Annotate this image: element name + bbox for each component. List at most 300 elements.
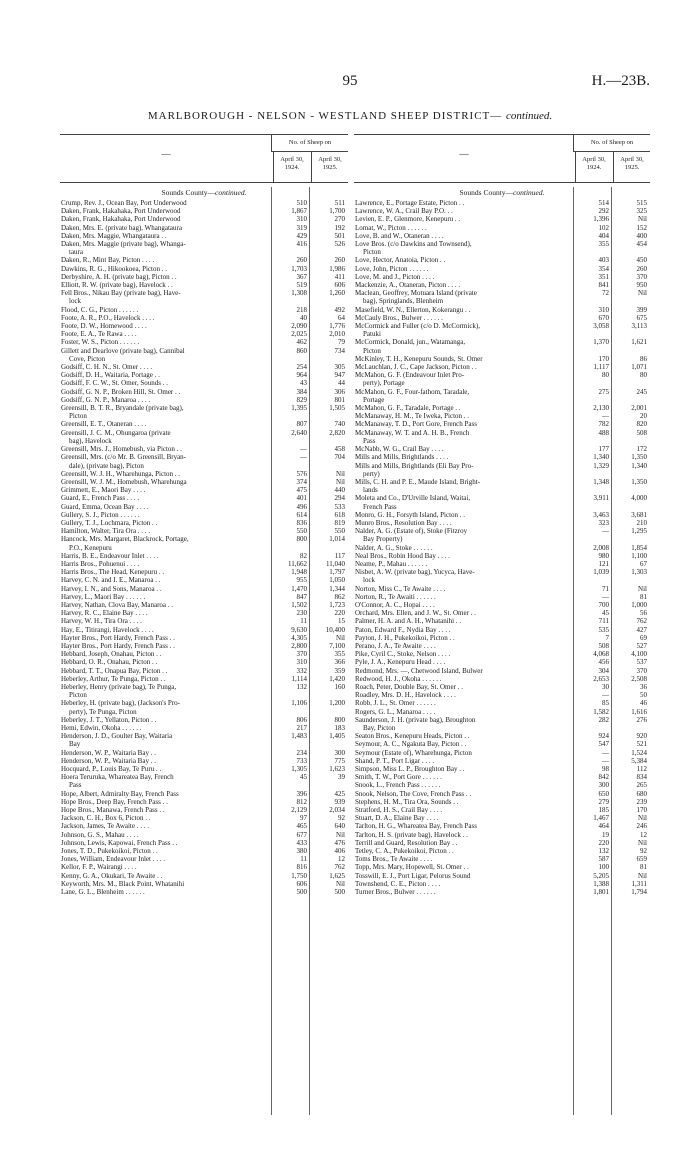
- table-row: [354, 248, 650, 256]
- sheep-1925: 79: [338, 338, 345, 347]
- owner-name: [354, 650, 575, 658]
- table-row: [354, 650, 650, 658]
- sheep-1924: 5,205: [593, 871, 609, 880]
- sheep-1925: 81: [640, 592, 647, 601]
- name-column-header: —: [161, 149, 171, 159]
- sheep-1925: [310, 437, 348, 445]
- table-row: [60, 552, 348, 560]
- owner-name: [60, 552, 273, 560]
- table-row: [60, 790, 348, 798]
- sheep-1924: 807: [296, 420, 307, 429]
- table-row: [60, 265, 348, 273]
- owner-name: [60, 806, 273, 814]
- right-rows: [354, 199, 650, 896]
- owner-name-text: perty): [363, 469, 380, 478]
- owner-name: [354, 576, 575, 584]
- sheep-1924: 1,305: [291, 765, 307, 774]
- table-row: [354, 478, 650, 486]
- table-row: [354, 462, 650, 470]
- owner-name: [60, 675, 273, 683]
- owner-name: [60, 839, 273, 847]
- table-row: [60, 396, 348, 404]
- owner-name-text: Seymour, A. C., Ngakuta Bay, Picton . .: [355, 740, 467, 749]
- table-row: [354, 724, 650, 732]
- sheep-1924: 404: [598, 231, 609, 240]
- owner-name-text: Derbyshire, A. H. (private bag), Picton . .: [61, 272, 177, 281]
- table-row: [60, 232, 348, 240]
- owner-name-text: Harvey, I. N., and Sons, Manaroa . .: [61, 584, 162, 593]
- table-row: [60, 347, 348, 355]
- table-row: [60, 699, 348, 707]
- sheep-1924: —: [602, 756, 609, 765]
- owner-name: [60, 256, 273, 264]
- owner-name: [354, 831, 575, 839]
- owner-name-text: dale), (private bag), Picton: [69, 461, 144, 470]
- owner-name: [60, 790, 273, 798]
- owner-name: [354, 593, 575, 601]
- year-1924-header: April 30, 1924.: [273, 152, 310, 182]
- owner-name: [60, 560, 273, 568]
- owner-name: [354, 683, 575, 691]
- sheep-1925: 1,776: [329, 322, 345, 331]
- owner-name: [60, 519, 273, 527]
- table-row: [354, 240, 650, 248]
- table-row: [60, 462, 348, 470]
- table-row: [60, 757, 348, 765]
- sheep-1925: 260: [334, 256, 345, 265]
- table-row: [354, 880, 650, 888]
- owner-name-text: Gullery, S. J., Picton . . . . . .: [61, 510, 140, 519]
- sheep-1925: 325: [636, 207, 647, 216]
- owner-name: [60, 527, 273, 535]
- table-row: [60, 297, 348, 305]
- table-row: [60, 847, 348, 855]
- owner-name: [60, 412, 273, 420]
- sheep-1924: 1,329: [593, 461, 609, 470]
- sheep-1925: Nil: [638, 584, 647, 593]
- table-row: [354, 560, 650, 568]
- sheep-1924: [273, 412, 310, 420]
- section-continued: continued.: [215, 188, 247, 197]
- sheep-1925: 1,797: [329, 568, 345, 577]
- table-row: [354, 831, 650, 839]
- sheep-1925: 1,794: [631, 888, 647, 897]
- sheep-1924: 310: [296, 215, 307, 224]
- sheep-1924: 2,025: [291, 330, 307, 339]
- sheep-1924: [273, 355, 310, 363]
- table-row: [354, 437, 650, 445]
- table-row: [354, 798, 650, 806]
- owner-name-text: McManaway, H. M., Te Iweka, Picton . .: [355, 412, 470, 421]
- owner-name: [60, 240, 273, 248]
- table-row: [354, 855, 650, 863]
- owner-name: [60, 404, 273, 412]
- sheep-1925: 521: [636, 740, 647, 749]
- owner-name-text: bag), Havelock: [69, 436, 112, 445]
- sheep-1924: —: [602, 592, 609, 601]
- owner-name-text: Orchard, Mrs. Ellen, and J. W., St. Omer . .: [355, 609, 476, 618]
- owner-name: [60, 478, 273, 486]
- sheep-1925: 526: [334, 240, 345, 249]
- sheep-1924: 310: [296, 658, 307, 667]
- owner-name-text: Townshend, C. E., Picton . . . .: [355, 879, 441, 888]
- sheep-1924: 234: [296, 748, 307, 757]
- sheep-1924: 185: [598, 806, 609, 815]
- owner-name: [354, 568, 575, 576]
- table-row: [60, 667, 348, 675]
- sheep-1925: 704: [334, 453, 345, 462]
- table-row: [60, 880, 348, 888]
- owner-name: [60, 470, 273, 478]
- sheep-1925: 920: [636, 732, 647, 741]
- table-row: [60, 863, 348, 871]
- owner-name-text: Foote, A. R., P.O., Havelock . . . .: [61, 313, 155, 322]
- sheep-1924: 170: [598, 354, 609, 363]
- sheep-1925: [612, 330, 650, 338]
- sheep-1924: [575, 437, 612, 445]
- table-row: [60, 240, 348, 248]
- sheep-1924: 300: [598, 781, 609, 790]
- year-1925-header: April 30, 1925.: [311, 152, 348, 182]
- owner-name-text: Love, Hector, Anatoia, Picton . .: [355, 256, 446, 265]
- owner-name-text: Greensill, W. J. M., Homebush, Wharehunga: [61, 477, 187, 486]
- sheep-1924: 374: [296, 477, 307, 486]
- sheep-1924: 7: [605, 633, 609, 642]
- sheep-1925: 458: [334, 445, 345, 454]
- sheep-1925: 801: [334, 395, 345, 404]
- owner-name-text: Mackenzie, A., Otaneran, Picton . . . .: [355, 281, 461, 290]
- table-row: [60, 765, 348, 773]
- owner-name: [60, 429, 273, 437]
- table-row: [354, 822, 650, 830]
- owner-name: [354, 224, 575, 232]
- table-row: [354, 667, 650, 675]
- owner-name: [60, 265, 273, 273]
- sheep-1925: 1,405: [329, 732, 345, 741]
- owner-name: [60, 486, 273, 494]
- sheep-1924: 576: [296, 469, 307, 478]
- owner-name: [354, 535, 575, 543]
- owner-name: [60, 749, 273, 757]
- owner-name-text: Heberley, Henry (private bag), Te Punga,: [61, 682, 177, 691]
- owner-name: [354, 470, 575, 478]
- page-reference: H.—23B.: [591, 73, 650, 89]
- owner-name-text: Hayter Bros., Port Hardy, French Pass . .: [61, 641, 175, 650]
- owner-name: [60, 757, 273, 765]
- sheep-1924: 924: [598, 732, 609, 741]
- table-row: [60, 658, 348, 666]
- owner-name-text: Roach, Peter, Double Bay, St. Omer . .: [355, 682, 463, 691]
- sheep-1924: [575, 503, 612, 511]
- table-row: [60, 732, 348, 740]
- table-row: [354, 691, 650, 699]
- table-row: [60, 781, 348, 789]
- table-row: [60, 322, 348, 330]
- sheep-1925: 740: [334, 420, 345, 429]
- sheep-1924: 1,483: [291, 732, 307, 741]
- sheep-1924: 220: [598, 838, 609, 847]
- owner-name: [60, 831, 273, 839]
- sheep-1925: 306: [334, 387, 345, 396]
- owner-name: [354, 773, 575, 781]
- table-row: [60, 355, 348, 363]
- sheep-1924: [273, 781, 310, 789]
- owner-name: [60, 273, 273, 281]
- sheep-1925: 359: [334, 666, 345, 675]
- owner-name: [60, 617, 273, 625]
- table-row: [60, 831, 348, 839]
- sheep-1925: 11,040: [326, 559, 345, 568]
- sheep-1925: 2,820: [329, 428, 345, 437]
- sheep-1925: 300: [334, 748, 345, 757]
- sheep-1925: 501: [334, 231, 345, 240]
- sheep-1925: 56: [640, 609, 647, 618]
- owner-name: [60, 691, 273, 699]
- table-row: [60, 593, 348, 601]
- sheep-1924: 1,582: [593, 707, 609, 716]
- table-row: [354, 281, 650, 289]
- table-row: [60, 708, 348, 716]
- sheep-1925: 1,050: [329, 576, 345, 585]
- sheep-1925: 1,623: [329, 765, 345, 774]
- table-row: [60, 379, 348, 387]
- sheep-1925: [612, 503, 650, 511]
- table-row: [354, 445, 650, 453]
- sheep-1924: 1,348: [593, 477, 609, 486]
- owner-name: [60, 355, 273, 363]
- sheep-1924: 964: [296, 371, 307, 380]
- table-row: [60, 289, 348, 297]
- sheep-1924: 310: [598, 305, 609, 314]
- owner-name-text: McMahon, G. F., Four-fathom, Taradale,: [355, 387, 470, 396]
- owner-name-text: Patuki: [363, 330, 381, 339]
- sheep-1924: 462: [296, 338, 307, 347]
- sheep-1924: 30: [602, 682, 609, 691]
- owner-name: [60, 773, 273, 781]
- table-row: [354, 847, 650, 855]
- owner-name: [354, 560, 575, 568]
- owner-name: [354, 396, 575, 404]
- owner-name-text: Harvey, W. H., Tira Ora . . . .: [61, 617, 142, 626]
- owner-name: [60, 732, 273, 740]
- owner-name-text: Hebbard, O. R., Onahau, Picton . .: [61, 658, 158, 667]
- sheep-1925: 366: [334, 658, 345, 667]
- sheep-1925: [310, 248, 348, 256]
- sheep-1925: 69: [640, 633, 647, 642]
- sheep-1924: 82: [300, 551, 307, 560]
- sheep-1924: 72: [602, 289, 609, 298]
- sheep-1924: 177: [598, 445, 609, 454]
- sheep-1924: 733: [296, 756, 307, 765]
- table-row: [354, 576, 650, 584]
- table-row: [60, 503, 348, 511]
- owner-name-text: Jackson, C. H., Box 6, Picton . .: [61, 814, 151, 823]
- owner-name: [354, 863, 575, 871]
- owner-name: [354, 667, 575, 675]
- sheep-1924: 323: [598, 518, 609, 527]
- table-row: [60, 683, 348, 691]
- sheep-1924: [273, 691, 310, 699]
- owner-name: [60, 650, 273, 658]
- owner-name-text: Mills and Mills, Brightlands (Eli Bay Pro-: [355, 461, 474, 470]
- owner-name-text: Godsiff, D. H., Waitaria, Portage . .: [61, 371, 160, 380]
- table-row: [354, 322, 650, 330]
- owner-name: [60, 716, 273, 724]
- table-row: [60, 388, 348, 396]
- sheep-1925: 500: [334, 888, 345, 897]
- sheep-1924: 3,058: [593, 322, 609, 331]
- owner-name-text: Lawrence, E., Portage Estate, Picton . .: [355, 199, 465, 207]
- owner-name: [354, 601, 575, 609]
- owner-name-text: Godsiff, F. C. W., St. Omer, Sounds . .: [61, 379, 168, 388]
- owner-name-text: Harvey, C. N. and I. E., Manaroa . .: [61, 576, 161, 585]
- owner-name-text: Harris Bros., The Head, Kenepuru . .: [61, 568, 165, 577]
- table-row: [60, 716, 348, 724]
- owner-name: [354, 732, 575, 740]
- owner-name: [60, 199, 273, 207]
- owner-name: [354, 642, 575, 650]
- sheep-1925: [612, 248, 650, 256]
- owner-name: [354, 388, 575, 396]
- owner-name: [354, 420, 575, 428]
- sheep-1924: [273, 544, 310, 552]
- sheep-1925: [310, 412, 348, 420]
- sheep-1925: 39: [338, 773, 345, 782]
- sheep-1924: 367: [296, 272, 307, 281]
- owner-name: [354, 511, 575, 519]
- table-row: [60, 568, 348, 576]
- owner-name: [354, 412, 575, 420]
- sheep-1924: 11: [300, 617, 307, 626]
- sheep-1925: Nil: [336, 633, 345, 642]
- table-row: [60, 453, 348, 461]
- sheep-1924: 9,630: [291, 625, 307, 634]
- owner-name-text: Monro, G. H., Forsyth Island, Picton . .: [355, 510, 466, 519]
- sheep-1924: 1,395: [291, 404, 307, 413]
- sheep-1925: 12: [338, 855, 345, 864]
- sheep-1924: 3,463: [593, 510, 609, 519]
- sheep-1925: Nil: [336, 830, 345, 839]
- table-row: [354, 453, 650, 461]
- table-row: [60, 224, 348, 232]
- owner-name-text: Smith, T. W., Port Gore . . . . . .: [355, 773, 442, 782]
- owner-name-text: McMahon, G. F. (Endeavour Inlet Pro-: [355, 371, 465, 380]
- table-row: [354, 634, 650, 642]
- owner-name-text: Tarlton, H. S. (private bag), Havelock . .: [355, 830, 468, 839]
- sheep-1925: Nil: [638, 871, 647, 880]
- table-row: [354, 740, 650, 748]
- owner-name: [354, 839, 575, 847]
- owner-name-text: Tetley, C. A., Pukekoikoi, Picton . .: [355, 847, 454, 856]
- sheep-1925: 675: [636, 313, 647, 322]
- owner-name-text: Neame, P., Mahau . . . . . .: [355, 559, 428, 568]
- owner-name: [60, 798, 273, 806]
- owner-name: [354, 617, 575, 625]
- year-1924-header: April 30, 1924.: [575, 152, 612, 182]
- sheep-1924: 1,948: [291, 568, 307, 577]
- sheep-1924: 332: [296, 666, 307, 675]
- table-row: [354, 199, 650, 207]
- table-row: [60, 404, 348, 412]
- owner-name-text: Guard, E., French Pass . . . .: [61, 494, 140, 503]
- sheep-1924: 355: [598, 240, 609, 249]
- sheep-1925: 862: [334, 592, 345, 601]
- sheep-1924: 510: [296, 199, 307, 207]
- sheep-1924: 275: [598, 387, 609, 396]
- owner-name: [60, 503, 273, 511]
- owner-name: [354, 798, 575, 806]
- sheep-1924: —: [602, 748, 609, 757]
- owner-name: [354, 765, 575, 773]
- owner-name: [60, 888, 273, 896]
- table-row: [354, 814, 650, 822]
- sheep-count-header: No. of Sheep on: [271, 135, 348, 152]
- sheep-1924: 4,305: [291, 633, 307, 642]
- sheep-1925: 183: [334, 724, 345, 732]
- sheep-1925: 1,616: [631, 707, 647, 716]
- table-row: [60, 642, 348, 650]
- owner-name-text: McCauly Bros., Bulwer . . . . . .: [355, 313, 443, 322]
- sheep-1924: 456: [598, 658, 609, 667]
- sheep-1924: 800: [296, 535, 307, 544]
- sheep-1925: 762: [334, 863, 345, 872]
- owner-name: [354, 494, 575, 502]
- sheep-1925: 550: [334, 527, 345, 536]
- sheep-1924: —: [602, 527, 609, 536]
- sheep-1924: 45: [602, 609, 609, 618]
- sheep-1925: 659: [636, 855, 647, 864]
- owner-name-text: Moleta and Co., D'Urville Island, Waitai,: [355, 494, 471, 503]
- owner-name-text: Pass: [363, 436, 376, 445]
- owner-name-text: Love, B. and W., Otaneran . . . .: [355, 231, 444, 240]
- table-row: [354, 781, 650, 789]
- sheep-1925: [310, 462, 348, 470]
- page-title: [0, 110, 700, 122]
- sheep-1924: 980: [598, 551, 609, 560]
- sheep-1925: 1,303: [631, 568, 647, 577]
- table-row: [354, 396, 650, 404]
- table-row: [354, 486, 650, 494]
- owner-name: [354, 527, 575, 535]
- owner-name: [60, 765, 273, 773]
- table-row: [354, 297, 650, 305]
- sheep-1924: —: [300, 445, 307, 454]
- sheep-1924: —: [300, 453, 307, 462]
- table-row: [354, 470, 650, 478]
- owner-name: [60, 289, 273, 297]
- owner-name: [60, 544, 273, 552]
- sheep-1924: 132: [296, 682, 307, 691]
- sheep-1925: 220: [334, 609, 345, 618]
- sheep-1924: 614: [296, 510, 307, 519]
- table-row: [60, 273, 348, 281]
- owner-name-text: Foote, D. W., Homewood . . . .: [61, 322, 147, 331]
- owner-name-text: Keyworth, Mrs. M., Black Point, Whatanihi: [61, 879, 185, 888]
- owner-name: [60, 626, 273, 634]
- sheep-1925: 492: [334, 305, 345, 314]
- owner-name: [354, 749, 575, 757]
- sheep-1924: 85: [602, 699, 609, 708]
- table-row: [354, 371, 650, 379]
- sheep-1925: 1,350: [631, 453, 647, 462]
- owner-name: [60, 683, 273, 691]
- sheep-1925: 1,854: [631, 543, 647, 552]
- table-row: [60, 248, 348, 256]
- sheep-1925: 294: [334, 494, 345, 503]
- sheep-count-header: No. of Sheep on: [573, 135, 650, 152]
- owner-name: [354, 740, 575, 748]
- sheep-1924: 535: [598, 625, 609, 634]
